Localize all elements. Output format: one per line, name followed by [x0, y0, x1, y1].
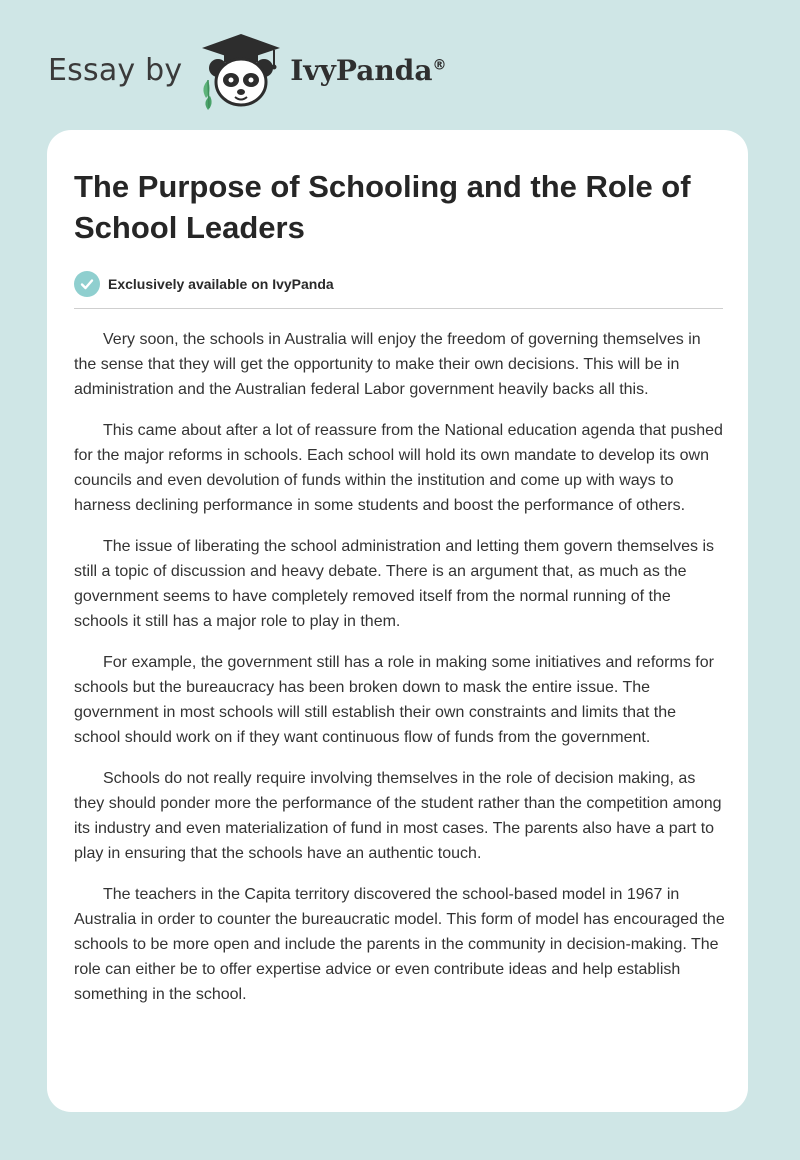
- brand-name[interactable]: [290, 54, 446, 87]
- ivypanda-logo-icon[interactable]: [196, 30, 286, 110]
- site-header: [48, 30, 446, 110]
- trademark-symbol: ®: [432, 57, 447, 74]
- paragraph: This came about after a lot of reassure from the National education agenda that pushed for the major reforms in schools. Each school will hold its own mandate to develop its own councils and even devolution of funds within the institution and come up with ways to harness declining performance in some students and boost the performance of others.: [74, 422, 723, 514]
- essay-card: [47, 130, 748, 1112]
- title-divider: [74, 308, 723, 309]
- paragraph: Very soon, the schools in Australia will enjoy the freedom of governing themselves in the sense that they will get the opportunity to make their own decisions. This will be in administration and the Australian federal Labor government heavily backs all this.: [74, 331, 701, 398]
- essay-by-label: Essay by: [48, 52, 183, 88]
- brand-text: IvyPanda: [290, 53, 433, 87]
- essay-title: The Purpose of Schooling and the Role of School Leaders: [74, 169, 691, 245]
- checkmark-icon: [74, 271, 100, 297]
- exclusive-badge: [74, 271, 722, 297]
- paragraph: The issue of liberating the school administration and letting them govern themselves is still a topic of discussion and heavy debate. There is an argument that, as much as the government seems to have completely removed itself from the normal running of the schools it still has a major role to play in them.: [74, 538, 714, 630]
- exclusive-badge-text: Exclusively available on IvyPanda: [108, 276, 334, 292]
- paragraph: For example, the government still has a role in making some initiatives and reforms for schools but the bureaucracy has been broken down to mask the entire issue. The government in most schools will still establish their own constraints and limits that the school should work on if they want continuous flow of funds from the government.: [74, 654, 714, 746]
- paragraph: The teachers in the Capita territory discovered the school-based model in 1967 in Australia in order to counter the bureaucratic model. This form of model has encouraged the schools to be more open and include the parents in the community in decision-making. The role can either be to offer expertise advice or even contribute ideas and help establish something in the school.: [74, 886, 725, 1003]
- essay-body: [74, 327, 726, 1007]
- paragraph: Schools do not really require involving themselves in the role of decision making, as they should ponder more the performance of the student rather than the competition among its industry and even materialization of fund in most cases. The parents also have a part to play in ensuring that the schools have an authentic touch.: [74, 770, 722, 862]
